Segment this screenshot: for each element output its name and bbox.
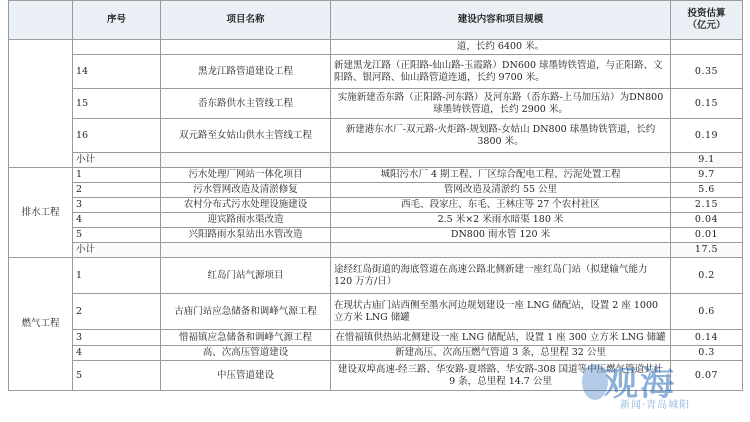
subtotal-value: 17.5: [671, 243, 743, 258]
header-scope: 建设内容和项目规模: [331, 1, 671, 40]
invest-cell: 0.07: [671, 361, 743, 391]
seq-cell: 3: [73, 330, 161, 346]
seq-cell: 1: [73, 168, 161, 183]
name-cell: 古庙门站应急储备和调峰气源工程: [161, 294, 331, 330]
invest-cell: 0.19: [671, 119, 743, 153]
invest-cell: 0.2: [671, 258, 743, 294]
table-row: [9, 346, 743, 361]
name-cell: 污水处理厂网站一体化项目: [161, 168, 331, 183]
table-row: [9, 168, 743, 183]
header-seq: 序号: [73, 1, 161, 40]
scope-cell: 新建黑龙江路（正阳路-仙山路-玉霞路）DN600 球墨铸铁管道，与正阳路、文阳路、银河路、仙山路管道连通，长约 9700 米。: [331, 55, 671, 89]
watermark-subtitle: 新闻·青岛城阳: [620, 400, 691, 411]
table-row: [9, 213, 743, 228]
name-cell: 高、次高压管道建设: [161, 346, 331, 361]
investment-table: [8, 0, 743, 391]
seq-cell: 16: [73, 119, 161, 153]
table-row: [9, 361, 743, 391]
table-row: [9, 330, 743, 346]
seq-cell: 1: [73, 258, 161, 294]
table-row: [9, 294, 743, 330]
subtotal-row: [9, 243, 743, 258]
scope-cell: 道，长约 6400 米。: [331, 40, 671, 55]
seq-cell: 5: [73, 228, 161, 243]
seq-cell: 3: [73, 198, 161, 213]
scope-cell: 实施新建岙东路（正阳路-河东路）及河东路（岙东路-上马加压站）为DN800 球墨铸铁管道，长约 2900 米。: [331, 89, 671, 119]
category-drainage: 排水工程: [9, 168, 73, 258]
scope-cell: 管网改造及清淤约 55 公里: [331, 183, 671, 198]
table-row: [9, 258, 743, 294]
invest-cell: 9.7: [671, 168, 743, 183]
name-cell: 惜福镇应急储备和调峰气源工程: [161, 330, 331, 346]
subtotal-label: 小计: [73, 243, 161, 258]
subtotal-value: 9.1: [671, 153, 743, 168]
table-row: [9, 119, 743, 153]
table-row: [9, 228, 743, 243]
category-supply: [9, 40, 73, 168]
name-cell: 农村分布式污水处理设施建设: [161, 198, 331, 213]
seq-cell: 4: [73, 213, 161, 228]
table-row: [9, 89, 743, 119]
invest-cell: 0.35: [671, 55, 743, 89]
seq-cell: 2: [73, 183, 161, 198]
scope-cell: 城阳污水厂 4 期工程、厂区综合配电工程、污泥处置工程: [331, 168, 671, 183]
scope-cell: 在惜福镇供热站北侧建设一座 LNG 储配站，设置 1 座 300 立方米 LNG 储罐: [331, 330, 671, 346]
scope-cell: DN800 雨水管 120 米: [331, 228, 671, 243]
scope-cell: 在现状古庙门站西侧至墨水河边规划建设一座 LNG 储配站，设置 2 座 1000 立方米 LNG 储罐: [331, 294, 671, 330]
seq-cell: 14: [73, 55, 161, 89]
scope-cell: 建设双埠高速-经三路、华安路-夏塔路、华安路-308 国道等中压燃气管道共计 9 条，总里程 14.7 公里: [331, 361, 671, 391]
table-row: [9, 55, 743, 89]
scope-cell: 新建港东水厂-双元路-火炬路-规划路-女姑山 DN800 球墨铸铁管道，长约 3800 米。: [331, 119, 671, 153]
invest-cell: 2.15: [671, 198, 743, 213]
table-header-row: [9, 1, 743, 40]
name-cell: 中压管道建设: [161, 361, 331, 391]
invest-cell: 5.6: [671, 183, 743, 198]
table-row: [9, 198, 743, 213]
seq-cell: 5: [73, 361, 161, 391]
name-cell: 双元路至女姑山供水主管线工程: [161, 119, 331, 153]
scope-cell: 新建高压、次高压燃气管道 3 条，总里程 32 公里: [331, 346, 671, 361]
table-row: [9, 183, 743, 198]
name-cell: 红岛门站气源项目: [161, 258, 331, 294]
invest-cell: 0.15: [671, 89, 743, 119]
table-row: [9, 40, 743, 55]
scope-cell: 途经红岛街道的海底管道在高速公路北侧新建一座红岛门站（拟建输气能力 120 万方/日）: [331, 258, 671, 294]
category-gas: 燃气工程: [9, 258, 73, 391]
invest-cell: 0.6: [671, 294, 743, 330]
name-cell: 黑龙江路管道建设工程: [161, 55, 331, 89]
watermark-title: 观海: [604, 364, 676, 404]
scope-cell: 2.5 米×2 米雨水暗渠 180 米: [331, 213, 671, 228]
invest-cell: 0.04: [671, 213, 743, 228]
name-cell: 岙东路供水主管线工程: [161, 89, 331, 119]
scope-cell: 西毛、段家庄、东毛、王林庄等 27 个农村社区: [331, 198, 671, 213]
subtotal-row: [9, 153, 743, 168]
name-cell: 兴阳路雨水泵站出水管改造: [161, 228, 331, 243]
name-cell: 迎宾路雨水渠改造: [161, 213, 331, 228]
subtotal-label: 小计: [73, 153, 161, 168]
seq-cell: 15: [73, 89, 161, 119]
name-cell: 污水管网改造及清淤修复: [161, 183, 331, 198]
seq-cell: 4: [73, 346, 161, 361]
invest-cell: 0.14: [671, 330, 743, 346]
header-name: 项目名称: [161, 1, 331, 40]
seq-cell: 2: [73, 294, 161, 330]
invest-cell: 0.3: [671, 346, 743, 361]
header-invest: 投资估算 （亿元）: [671, 1, 743, 40]
invest-cell: 0.01: [671, 228, 743, 243]
header-category: [9, 1, 73, 40]
